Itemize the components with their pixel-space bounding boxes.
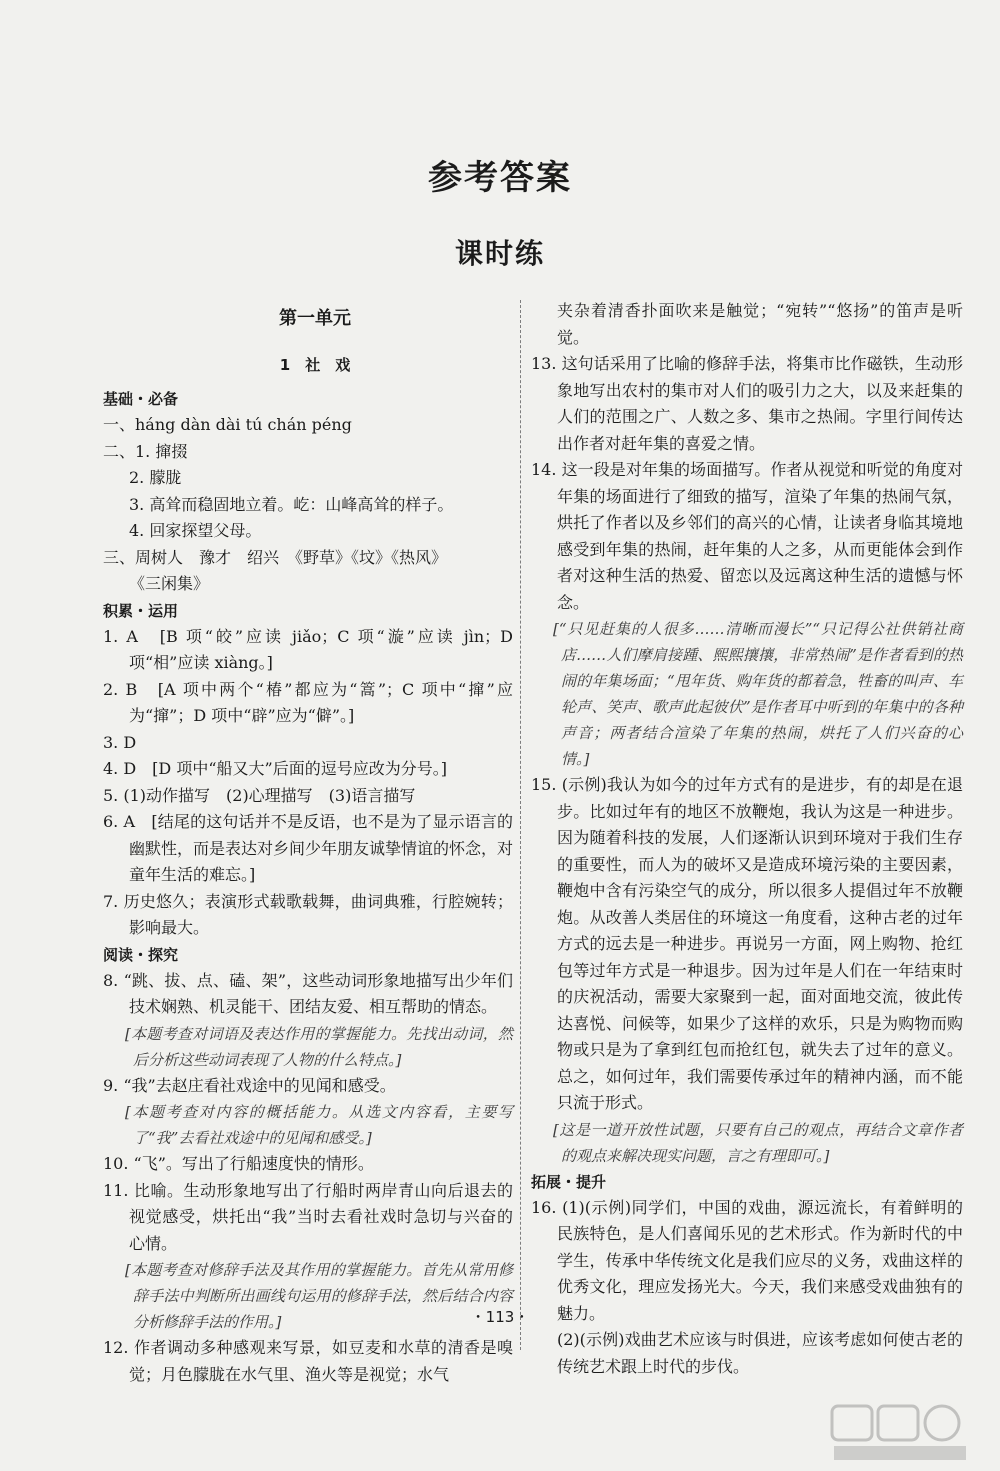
section-accumulate: 积累・运用 [103,601,179,620]
unit-heading: 第一单元 [279,308,351,329]
note-q9: [本题考查对内容的概括能力。从选文内容看，主要写了“我”去看社戏途中的见闻和感受。] [125,1103,513,1147]
left-column [103,298,513,1388]
note-q8: [本题考查对词语及表达作用的掌握能力。先找出动词，然后分析这些动词表现了人物的什么特点。] [125,1024,513,1069]
answer-3-cont: 《三闲集》 [129,574,210,593]
answer-q16-1: 16. (1)(示例)同学们，中国的戏曲，源远流长，有着鲜明的民族特色，是人们喜闻乐见的艺术形式。作为新时代的中学生，传承中华传统文化是我们应尽的义务，戏曲这样的优秀文化，理应发扬光大。今天，我们来感受戏曲独有的魅力。 [531,1197,963,1323]
section-reading: 阅读・探究 [103,945,179,964]
answer-q10: 10. “飞”。写出了行船速度快的情形。 [103,1154,374,1173]
answer-q2: 2. B [A 项中两个“椿”都应为“篙”；C 项中“撺”应为“撺”；D 项中“辟”应为“僻”。] [103,679,513,725]
answer-q1: 1. A [B 项“皎”应读 jiǎo；C 项“漩”应读 jìn；D 项“相”应读 xiàng。] [103,626,513,672]
right-column [531,298,963,1380]
answer-q15: 15. (示例)我认为如今的过年方式有的是进步，有的却是在退步。比如过年有的地区不放鞭炮，我认为这是一种进步。因为随着科技的发展，人们逐渐认识到环境对于我们生存的重要性，而人为的破坏又是造成环境污染的主要因素，鞭炮中含有污染空气的成分，所以很多人提倡过年不放鞭炮。从改善人类居住的环境这一角度看，这种古老的过年方式的远去是一种进步。再说另一方面，网上购物、抢红包等过年方式是一种退步。因为过年是人们在一年结束时的庆祝活动，需要大家聚到一起，面对面地交流，彼此传达喜悦、问候等，如果少了这样的欢乐，只是为购物而购物或只是为了拿到红包而抢红包，就失去了过年的意义。总之，如何过年，我们需要传承过年的精神内涵，而不能只流于形式。 [531,775,963,1112]
answer-q14: 14. 这一段是对年集的场面描写。作者从视觉和听觉的角度对年集的场面进行了细致的描写，渲染了年集的热闹气氛，烘托了作者以及乡邻们的高兴的心情，让读者身临其境地感受到年集的热闹，赶年集的人之多，从而更能体会到作者对这种生活的热爱、留恋以及远离这种生活的遗憾与怀念。 [531,460,963,612]
answer-q5: 5. (1)动作描写 (2)心理描写 (3)语言描写 [103,785,416,805]
answer-q16-2: (2)(示例)戏曲艺术应该与时俱进，应该考虑如何使古老的传统艺术跟上时代的步伐。 [557,1330,963,1376]
answer-q3: 3. D [103,732,137,752]
section-extension: 拓展・提升 [531,1172,607,1191]
answer-q6: 6. A [结尾的这句话并不是反语，也不是为了显示语言的幽默性，而是表达对乡间少年朋友诚挚情谊的怀念，对童年生活的难忘。] [103,812,514,884]
lesson-heading: 1 社 戏 [279,356,351,374]
column-divider [520,300,521,1350]
answer-2-3: 3. 高耸而稳固地立着。屹：山峰高耸的样子。 [129,494,454,514]
note-q14: [“只见赶集的人很多……清晰而漫长”“只记得公社供销社商店……人们摩肩接踵、熙熙攘攘，非常热闹”是作者看到的热闹的年集场面；“甩年货、购年货的都着急，牲畜的叫声、车轮声、笑声、歌声此起彼伏”是作者耳中听到的年集中的各种声音；两者结合渲染了年集的热闹，烘托了人们兴奋的心情。] [553,620,963,768]
answer-2-4: 4. 回家探望父母。 [129,521,262,540]
page-title: 参考答案 [428,158,572,198]
answer-q4: 4. D [D 项中“船又大”后面的逗号应改为分号。] [103,759,447,778]
section-title: 课时练 [454,237,545,270]
answer-pinyin: 一、háng dàn dài tú chán péng [103,415,352,434]
answer-q9: 9. “我”去赵庄看社戏途中的见闻和感受。 [103,1075,396,1095]
note-q11: [本题考查对修辞手法及其作用的掌握能力。首先从常用修辞手法中判断所出画线句运用的修辞手法，然后结合内容分析修辞手法的作用。] [125,1261,513,1331]
answer-2-1: 二、1. 撺掇 [103,441,188,461]
watermark-logo [830,1402,970,1464]
answer-q8: 8. “跳、拔、点、磕、架”，这些动词形象地描写出少年们技术娴熟、机灵能干、团结友爱、相互帮助的情态。 [103,970,513,1016]
answer-q12: 12. 作者调动多种感观来写景，如豆麦和水草的清香是嗅觉；月色朦胧在水气里、渔火等是视觉；水气 [103,1338,513,1384]
section-basic: 基础・必备 [103,390,179,408]
answer-q12-cont: 夹杂着清香扑面吹来是触觉；“宛转”“悠扬”的笛声是听觉。 [557,301,963,347]
answer-q7: 7. 历史悠久；表演形式载歌载舞，曲词典雅，行腔婉转；影响最大。 [103,891,513,937]
answer-q13: 13. 这句话采用了比喻的修辞手法，将集市比作磁铁，生动形象地写出农村的集市对人们的吸引力之大，以及来赶集的人们的范围之广、人数之多、集市之热闹。字里行间传达出作者对赶年集的喜爱之情。 [531,354,963,453]
answer-2-2: 2. 朦胧 [129,468,182,487]
answer-q11: 11. 比喻。生动形象地写出了行船时两岸青山向后退去的视觉感受，烘托出“我”当时去看社戏时急切与兴奋的心情。 [103,1180,513,1253]
page-number: ・113・ [470,1308,530,1326]
note-q15: [这是一道开放性试题，只要有自己的观点，再结合文章作者的观点来解决现实问题，言之有理即可。] [553,1120,963,1165]
answer-3: 三、周树人 豫才 绍兴 《野草》《坟》《热风》 [103,547,448,567]
